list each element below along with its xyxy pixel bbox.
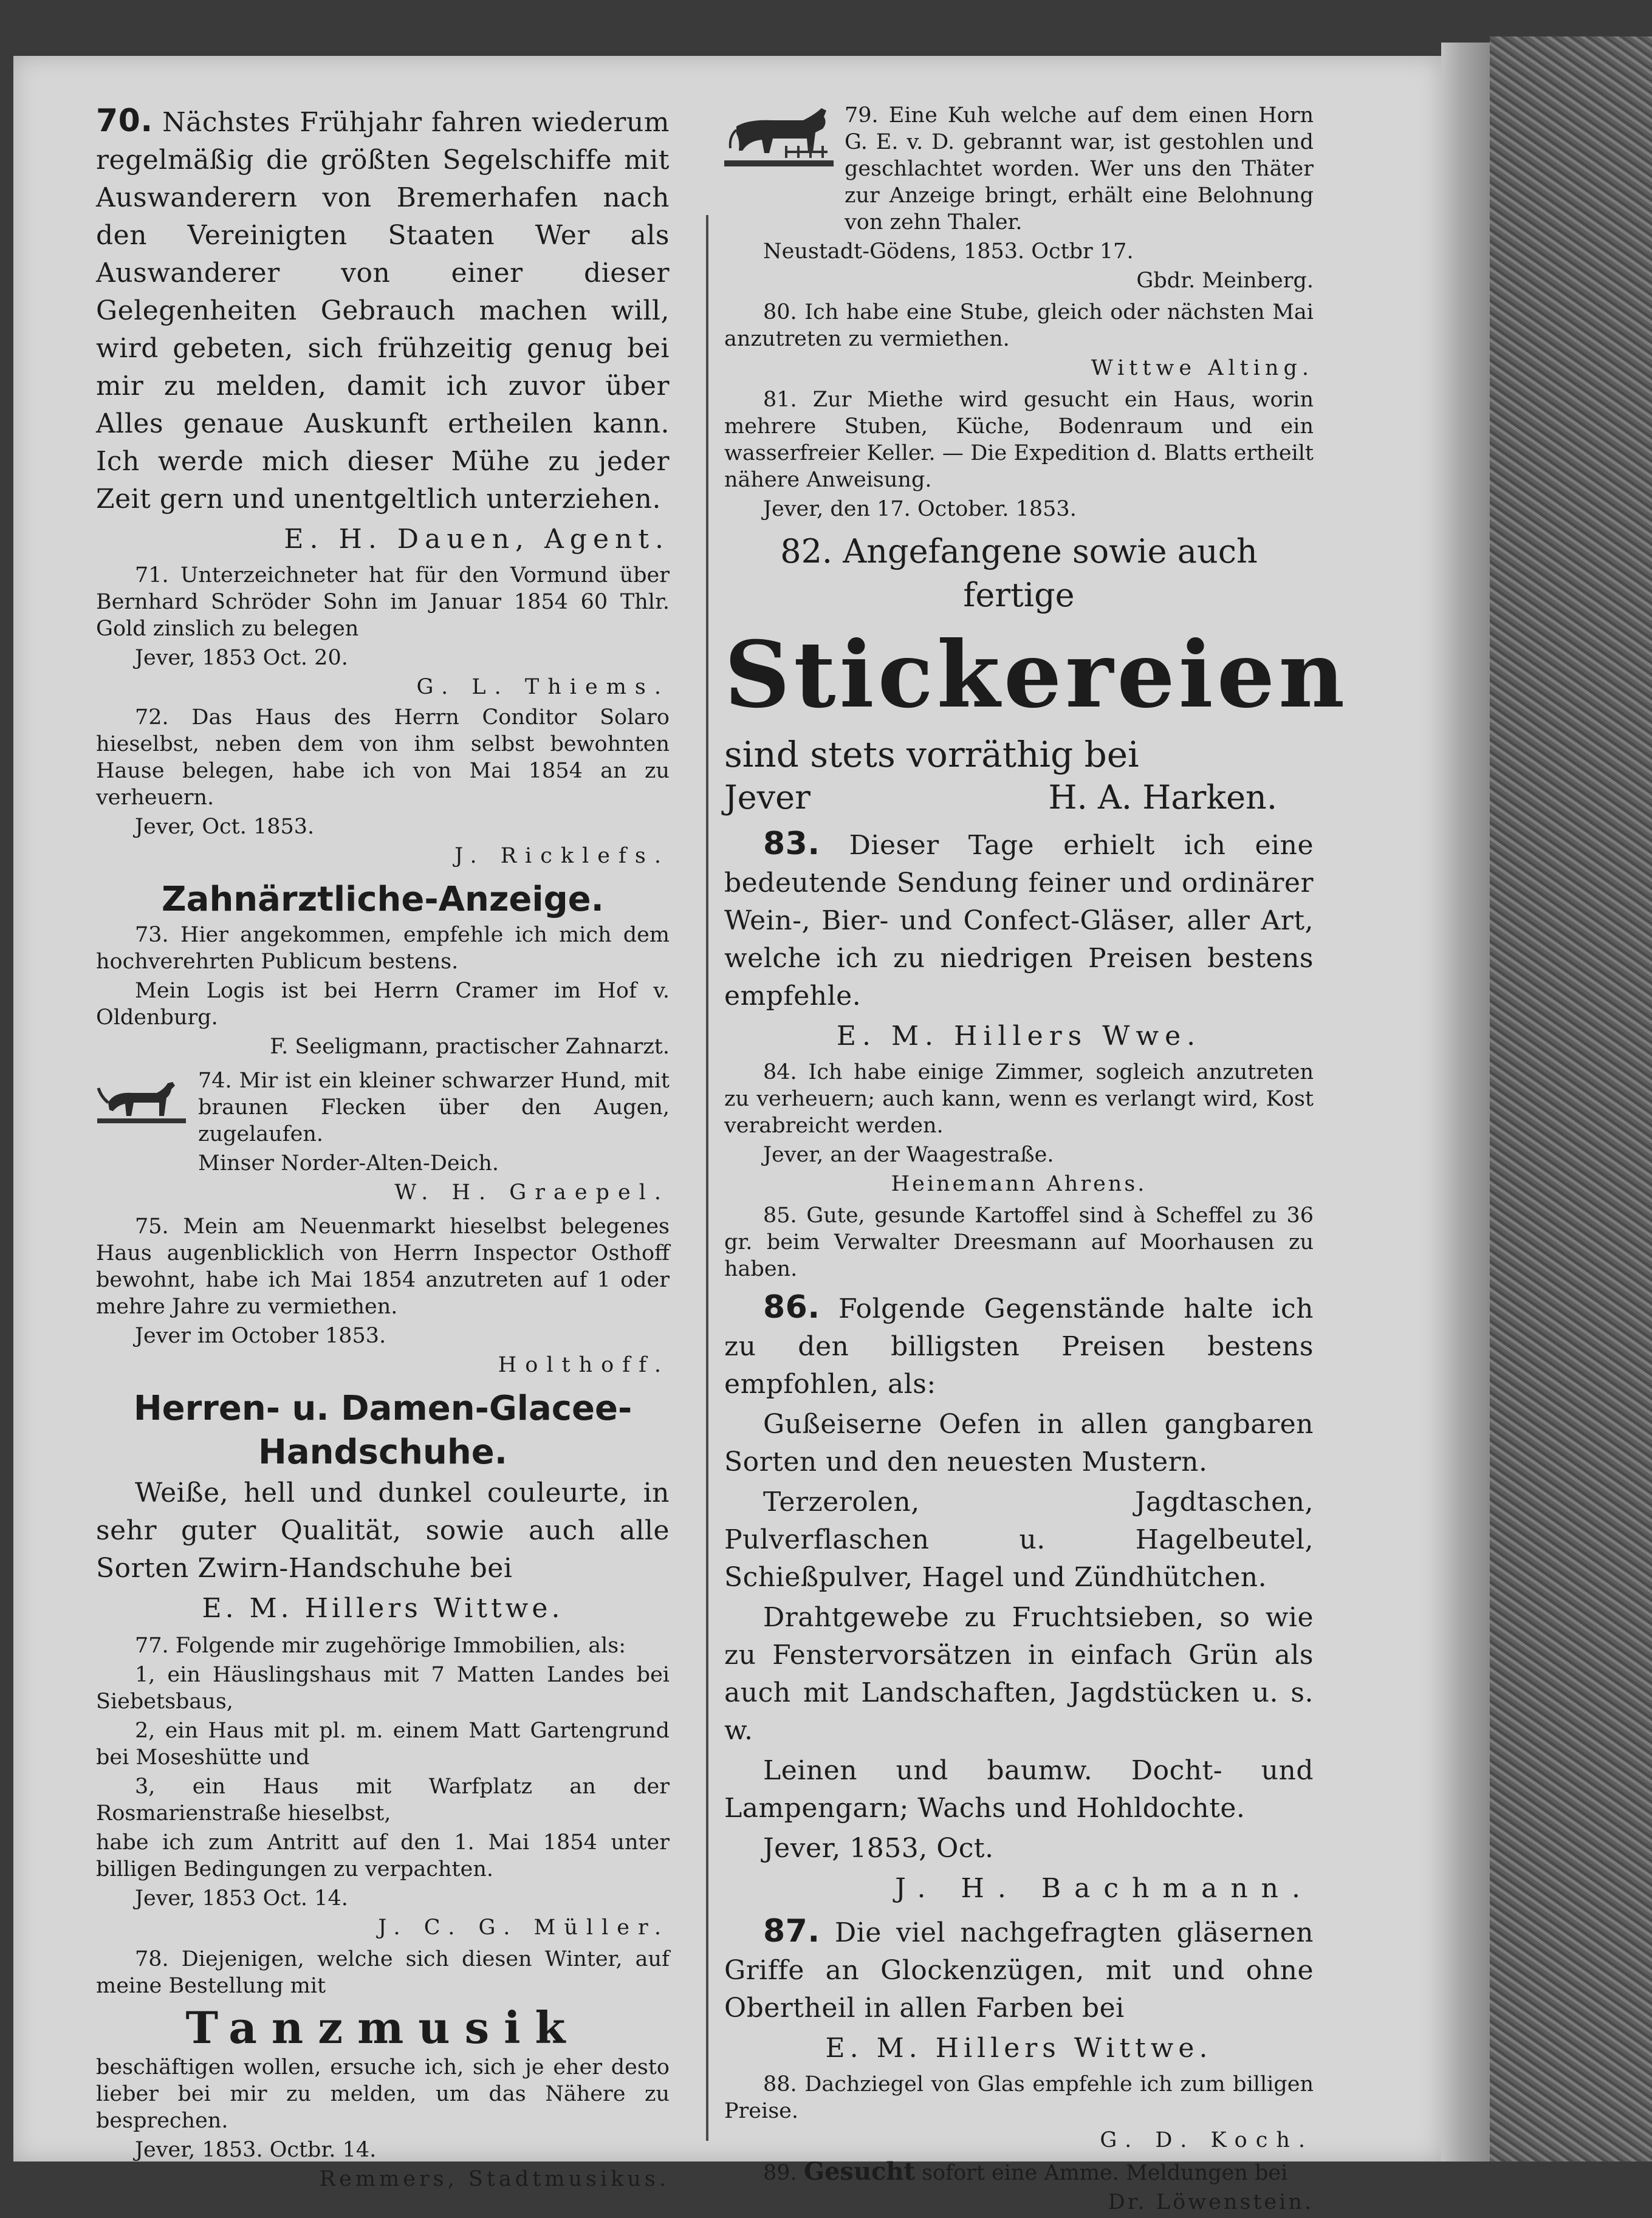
ad-75-text: 75. Mein am Neuenmarkt hieselbst belegenes Haus augenblicklich von Herrn Inspector Osthoff bewohnt, habe ich Mai 1854 anzutreten auf 1 oder mehre Jahre zu vermiethen. <box>96 1214 670 1319</box>
ad-78-text2: beschäftigen wollen, ersuche ich, sich je eher desto lieber bei mir zu melden, um das Nähere zu besprechen. <box>96 2055 670 2133</box>
ad-84-signature: Heinemann Ahrens. <box>891 1172 1147 1196</box>
column-divider <box>706 215 708 2141</box>
ad-77-item3: 3, ein Haus mit Warfplatz an der Rosmarienstraße hieselbst, <box>96 1775 670 1826</box>
ad-72-signature: J. Ricklefs. <box>454 844 670 868</box>
ad-89 <box>724 2158 1314 2186</box>
ad-86-p3: Drahtgewebe zu Fruchtsieben, so wie zu Fenstervorsätzen in einfach Grün als auch mit Landschaften, Jagdstücken u. s. w. <box>724 1602 1314 1746</box>
ad-77-text: 77. Folgende mir zugehörige Immobilien, als: <box>135 1634 626 1658</box>
ad-74-text: 74. Mir ist ein kleiner schwarzer Hund, mit braunen Flecken über den Augen, zugelaufen. <box>198 1069 670 1146</box>
ad-81-text: 81. Zur Miethe wird gesucht ein Haus, worin mehrere Stuben, Küche, Bodenraum und ein wasserfreier Keller. — Die Expedition d. Blatts ertheilt nähere Anweisung. <box>724 388 1314 492</box>
ad-87 <box>724 1912 1314 2027</box>
ad-88-signature: G. D. Koch. <box>1100 2128 1314 2152</box>
ad-84-text: 84. Ich habe einige Zimmer, sogleich anzutreten zu verheuern; auch kann, wenn es verlangt wird, Kost verabreicht werden. <box>724 1060 1314 1138</box>
ad-82-place: Jever <box>724 778 811 816</box>
ad-text: Nächstes Frühjahr fahren wiederum regelmäßig die größten Segelschiffe mit Auswanderern von Bremerhafen nach den Vereinigten Staaten Wer als Auswanderer von einer dieser Gelegenheiten Gebrauch machen will, wird gebeten, sich frühzeitig genug bei mir zu melden, damit ich zuvor über Alles genaue Auskunft ertheilen kann. Ich werde mich dieser Mühe zu jeder Zeit gern und unentgeltlich unterziehen. <box>96 107 670 515</box>
left-column <box>96 102 670 2195</box>
ad-82-line1: 82. Angefangene sowie auch fertige <box>780 532 1258 614</box>
ad-75-place: Jever im October 1853. <box>135 1324 386 1348</box>
dog-icon <box>96 1067 187 1126</box>
ad-83-signature: E. M. Hillers Wwe. <box>836 1021 1202 1052</box>
ad-74 <box>96 1067 670 1179</box>
ad-80-signature: Wittwe Alting. <box>1091 356 1314 380</box>
heading-glacee: Herren- u. Damen-Glacee-Handschuhe. <box>133 1389 632 1472</box>
ad-74-place: Minser Norder-Alten-Deich. <box>198 1151 499 1176</box>
ad-86-p1: Gußeiserne Oefen in allen gangbaren Sorten und den neuesten Mustern. <box>724 1409 1314 1477</box>
ad-78-text: 78. Diejenigen, welche sich diesen Winter, auf meine Bestellung mit <box>96 1947 670 1998</box>
ad-81-place: Jever, den 17. October. 1853. <box>763 497 1077 521</box>
ad-86 <box>724 1289 1314 1403</box>
ad-79-signature: Gbdr. Meinberg. <box>1136 269 1314 293</box>
ad-76-text: Weiße, hell und dunkel couleurte, in sehr guter Qualität, sowie auch alle Sorten Zwirn-Handschuhe bei <box>96 1477 670 1584</box>
ad-number: 70. <box>96 103 153 139</box>
ad-86-p4: Leinen und baumw. Docht- und Lampengarn; Wachs und Hohldochte. <box>724 1755 1314 1824</box>
ad-77-place: Jever, 1853 Oct. 14. <box>135 1886 348 1911</box>
heading-tanzmusik: Tanzmusik <box>185 2002 580 2053</box>
ad-86-text: Folgende Gegenstände halte ich zu den billigsten Preisen bestens empfohlen, als: <box>724 1293 1314 1400</box>
marbled-book-edge <box>1490 36 1652 2162</box>
ad-77-text2: habe ich zum Antritt auf den 1. Mai 1854 unter billigen Bedingungen zu verpachten. <box>96 1830 670 1881</box>
ad-73-text2: Mein Logis ist bei Herrn Cramer im Hof v. Oldenburg. <box>96 979 670 1030</box>
ad-82-signature: H. A. Harken. <box>1048 778 1277 816</box>
heading-zahnarzt: Zahnärztliche-Anzeige. <box>162 880 604 919</box>
ad-86-signature: J. H. Bachmann. <box>895 1873 1314 1904</box>
ad-86-place: Jever, 1853, Oct. <box>763 1833 994 1864</box>
cow-icon <box>724 102 834 169</box>
ad-signature: E. H. Dauen, Agent. <box>284 524 670 555</box>
ad-number: 87. <box>763 1913 820 1949</box>
ad-83 <box>724 825 1314 1015</box>
ad-73-text: 73. Hier angekommen, empfehle ich mich dem hochverehrten Publicum bestens. <box>96 923 670 974</box>
heading-stickereien: Stickereien <box>724 621 1349 728</box>
ad-77-item1: 1, ein Häuslingshaus mit 7 Matten Landes bei Siebetsbaus, <box>96 1663 670 1714</box>
ad-78-place: Jever, 1853. Octbr. 14. <box>135 2138 377 2162</box>
ad-74-signature: W. H. Graepel. <box>394 1180 670 1205</box>
ad-80-text: 80. Ich habe eine Stube, gleich oder nächsten Mai anzutreten zu vermiethen. <box>724 300 1314 351</box>
ad-75-signature: Holthoff. <box>498 1353 670 1377</box>
ad-89-text: sofort eine Amme. Meldungen bei <box>922 2161 1288 2185</box>
ad-number: 89. <box>763 2161 797 2185</box>
ad-87-text: Die viel nachgefragten gläsernen Griffe an Glockenzügen, mit und ohne Obertheil in allen Farben bei <box>724 1917 1314 2024</box>
ad-72-text: 72. Das Haus des Herrn Conditor Solaro hieselbst, neben dem von ihm selbst bewohnten Hause belegen, habe ich von Mai 1854 an zu verheuern. <box>96 705 670 810</box>
ad-71-place: Jever, 1853 Oct. 20. <box>135 646 348 670</box>
ad-77-signature: J. C. G. Müller. <box>378 1915 670 1940</box>
ad-83-text: Dieser Tage erhielt ich eine bedeutende Sendung feiner und ordinärer Wein-, Bier- und Confect-Gläser, aller Art, welche ich zu niedrigen Preisen bestens empfehle. <box>724 830 1314 1011</box>
ad-79-place: Neustadt-Gödens, 1853. Octbr 17. <box>763 239 1134 264</box>
ad-89-signature: Dr. Löwenstein. <box>1108 2190 1314 2214</box>
ad-87-signature: E. M. Hillers Wittwe. <box>825 2033 1213 2064</box>
ad-number: 86. <box>763 1289 820 1326</box>
ad-number: 83. <box>763 826 820 862</box>
ad-76-signature: E. M. Hillers Wittwe. <box>202 1593 564 1624</box>
ad-72-place: Jever, Oct. 1853. <box>135 815 315 839</box>
ad-73-signature: F. Seeligmann, practischer Zahnarzt. <box>270 1035 670 1059</box>
ad-89-bold: Gesucht <box>803 2157 915 2186</box>
ad-70 <box>96 102 670 518</box>
ad-71-signature: G. L. Thiems. <box>416 675 670 699</box>
page-stack-edge <box>1441 43 1490 2162</box>
ad-88-text: 88. Dachziegel von Glas empfehle ich zum billigen Preise. <box>724 2072 1314 2123</box>
ad-78-signature: Remmers, Stadtmusikus. <box>319 2167 670 2191</box>
ad-79-text: 79. Eine Kuh welche auf dem einen Horn G. E. v. D. gebrannt war, ist gestohlen und geschlachtet worden. Wer uns den Thäter zur Anzeige bringt, erhält eine Belohnung von zehn Thaler. <box>845 103 1314 234</box>
ad-82-footer <box>724 776 1314 819</box>
ad-82-line2: sind stets vorräthig bei <box>724 734 1139 775</box>
ad-77-item2: 2, ein Haus mit pl. m. einem Matt Gartengrund bei Moseshütte und <box>96 1719 670 1770</box>
ad-85-text: 85. Gute, gesunde Kartoffel sind à Scheffel zu 36 gr. beim Verwalter Dreesmann auf Moorhausen zu haben. <box>724 1203 1314 1281</box>
ad-84-place: Jever, an der Waagestraße. <box>763 1143 1054 1167</box>
ad-71-text: 71. Unterzeichneter hat für den Vormund über Bernhard Schröder Sohn im Januar 1854 60 Thlr. Gold zinslich zu belegen <box>96 563 670 641</box>
right-column <box>724 102 1349 2218</box>
ad-79 <box>724 102 1314 238</box>
ad-86-p2: Terzerolen, Jagdtaschen, Pulverflaschen u. Hagelbeutel, Schießpulver, Hagel und Zündhütchen. <box>724 1487 1314 1593</box>
